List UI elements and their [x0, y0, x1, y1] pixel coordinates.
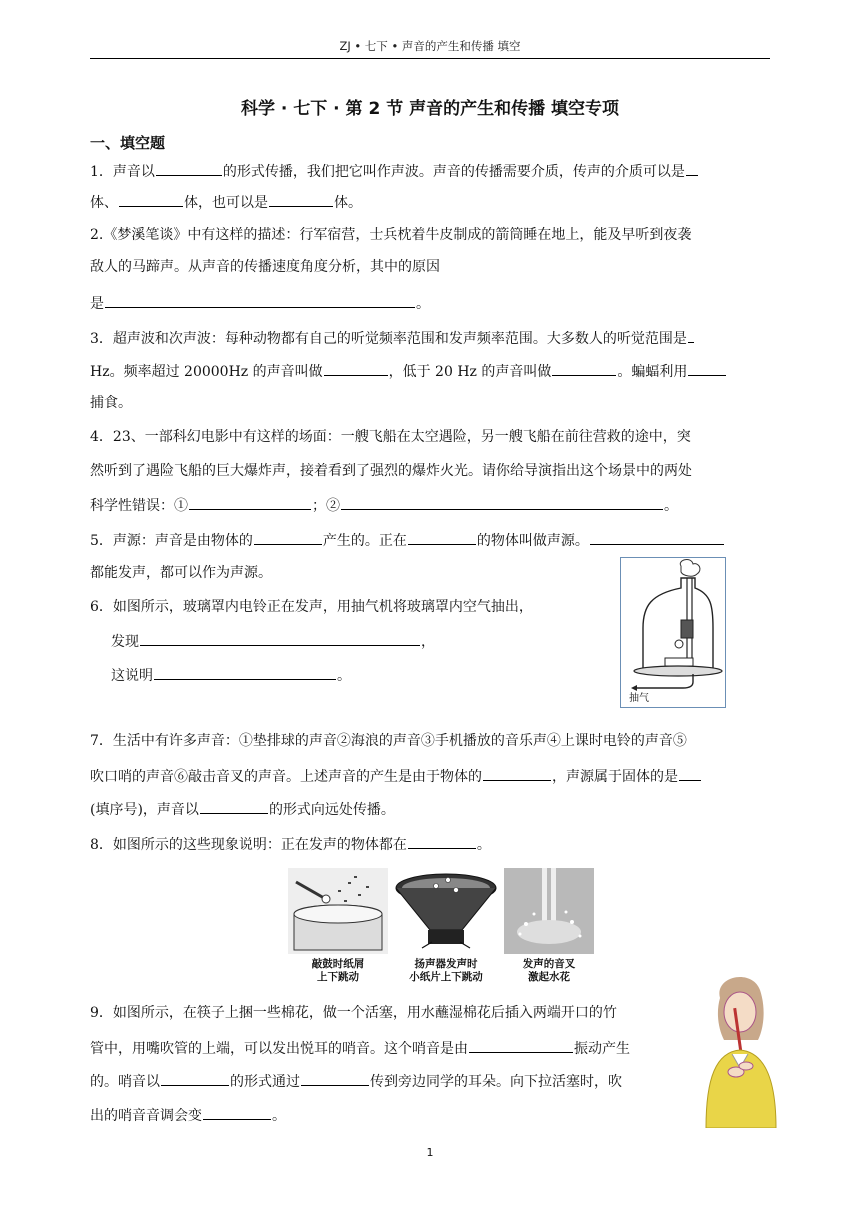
tuning-fork-figure [504, 868, 594, 988]
section-heading: 一、填空题 [90, 134, 166, 152]
q4-line-2: 然听到了遇险飞船的巨大爆炸声，接着看到了强烈的爆炸火光。请你给导演指出这个场景中的两处 [90, 463, 692, 479]
answer-blank[interactable] [203, 1104, 271, 1120]
tuning-fork-icon [504, 868, 594, 954]
q7-line-3: (填序号)，声音以 的形式向远处传播。 [90, 798, 395, 820]
answer-blank[interactable] [301, 1070, 369, 1086]
answer-blank[interactable] [105, 292, 415, 308]
q3-line-2: Hz。频率超过 20000Hz 的声音叫做 ，低于 20 Hz 的声音叫做 。蝙蝠利用 [90, 360, 727, 382]
drum-icon [288, 868, 388, 954]
answer-blank[interactable] [679, 765, 701, 781]
q3-line-3: 捕食。 [90, 395, 132, 411]
q8-line-1: 8．如图所示的这些现象说明：正在发声的物体都在 。 [90, 833, 491, 855]
answer-blank[interactable] [200, 798, 268, 814]
answer-blank[interactable] [154, 664, 336, 680]
answer-blank[interactable] [161, 1070, 229, 1086]
answer-blank[interactable] [552, 360, 616, 376]
q9-line-2: 管中，用嘴吹管的上端，可以发出悦耳的哨音。这个哨音是由 振动产生 [90, 1037, 630, 1059]
answer-blank[interactable] [688, 327, 694, 343]
girl-whistle-figure [696, 968, 782, 1128]
speaker-icon [392, 868, 500, 954]
figure-caption: 敲鼓时纸屑 上下跳动 [311, 958, 365, 983]
answer-blank[interactable] [269, 191, 333, 207]
girl-whistle-icon [696, 968, 782, 1128]
q6-line-2: 发现 ， [111, 630, 435, 652]
answer-blank[interactable] [686, 160, 698, 176]
figure-caption: 发声的音叉 激起水花 [522, 958, 576, 983]
answer-blank[interactable] [189, 494, 311, 510]
speaker-figure [392, 868, 500, 988]
figure-label: 抽气 [629, 693, 649, 704]
q1-line-1: 1．声音以 的形式传播，我们把它叫作声波。声音的传播需要介质，传声的介质可以是 [90, 160, 699, 182]
answer-blank[interactable] [156, 160, 222, 176]
answer-blank[interactable] [408, 833, 476, 849]
q7-line-2: 吹口哨的声音⑥敲击音叉的声音。上述声音的产生是由于物体的 ，声源属于固体的是 [90, 765, 702, 787]
q9-line-4: 出的哨音音调会变 。 [90, 1104, 286, 1126]
answer-blank[interactable] [688, 360, 726, 376]
answer-blank[interactable] [408, 529, 476, 545]
q1-line-2: 体、 体，也可以是 体。 [90, 191, 362, 213]
bell-jar-figure [620, 557, 726, 708]
q5-line-2: 都能发声，都可以作为声源。 [90, 565, 272, 581]
answer-blank[interactable] [254, 529, 322, 545]
q9-line-3: 的。哨音以 的形式通过 传到旁边同学的耳朵。向下拉活塞时，吹 [90, 1070, 622, 1092]
q2-line-3: 是 。 [90, 292, 430, 314]
answer-blank[interactable] [140, 630, 420, 646]
answer-blank[interactable] [590, 529, 724, 545]
answer-blank[interactable] [324, 360, 388, 376]
answer-blank[interactable] [119, 191, 183, 207]
q6-line-3: 这说明 。 [111, 664, 351, 686]
page-header: ZJ • 七下 • 声音的产生和传播 填空 [339, 39, 521, 53]
header-rule [90, 58, 770, 59]
q2-line-1: 2.《梦溪笔谈》中有这样的描述：行军宿营，士兵枕着牛皮制成的箭筒睡在地上，能及早听到夜袭 [90, 227, 692, 243]
q5-line-1: 5．声源：声音是由物体的 产生的。正在 的物体叫做声源。 [90, 529, 725, 551]
q2-line-2: 敌人的马蹄声。从声音的传播速度角度分析，其中的原因 [90, 259, 440, 275]
page-title: 科学 · 七下 · 第 2 节 声音的产生和传播 填空专项 [240, 99, 620, 119]
answer-blank[interactable] [341, 494, 663, 510]
answer-blank[interactable] [483, 765, 551, 781]
q4-line-3: 科学性错误：① ；② 。 [90, 494, 678, 516]
figure-caption: 扬声器发声时 小纸片上下跳动 [409, 958, 483, 983]
q6-line-1: 6．如图所示，玻璃罩内电铃正在发声，用抽气机将玻璃罩内空气抽出， [90, 599, 533, 615]
bell-jar-icon [621, 558, 725, 707]
q7-line-1: 7．生活中有许多声音：①垫排球的声音②海浪的声音③手机播放的音乐声④上课时电铃的声音⑤ [90, 733, 687, 749]
page-number: 1 [426, 1146, 434, 1159]
q4-line-1: 4．23、一部科幻电影中有这样的场面：一艘飞船在太空遇险，另一艘飞船在前往营救的途中，突 [90, 429, 691, 445]
answer-blank[interactable] [469, 1037, 573, 1053]
drum-figure [288, 868, 388, 988]
q3-line-1: 3．超声波和次声波：每种动物都有自己的听觉频率范围和发声频率范围。大多数人的听觉范围是 [90, 327, 695, 349]
q9-line-1: 9．如图所示，在筷子上捆一些棉花，做一个活塞，用水蘸湿棉花后插入两端开口的竹 [90, 1005, 617, 1021]
